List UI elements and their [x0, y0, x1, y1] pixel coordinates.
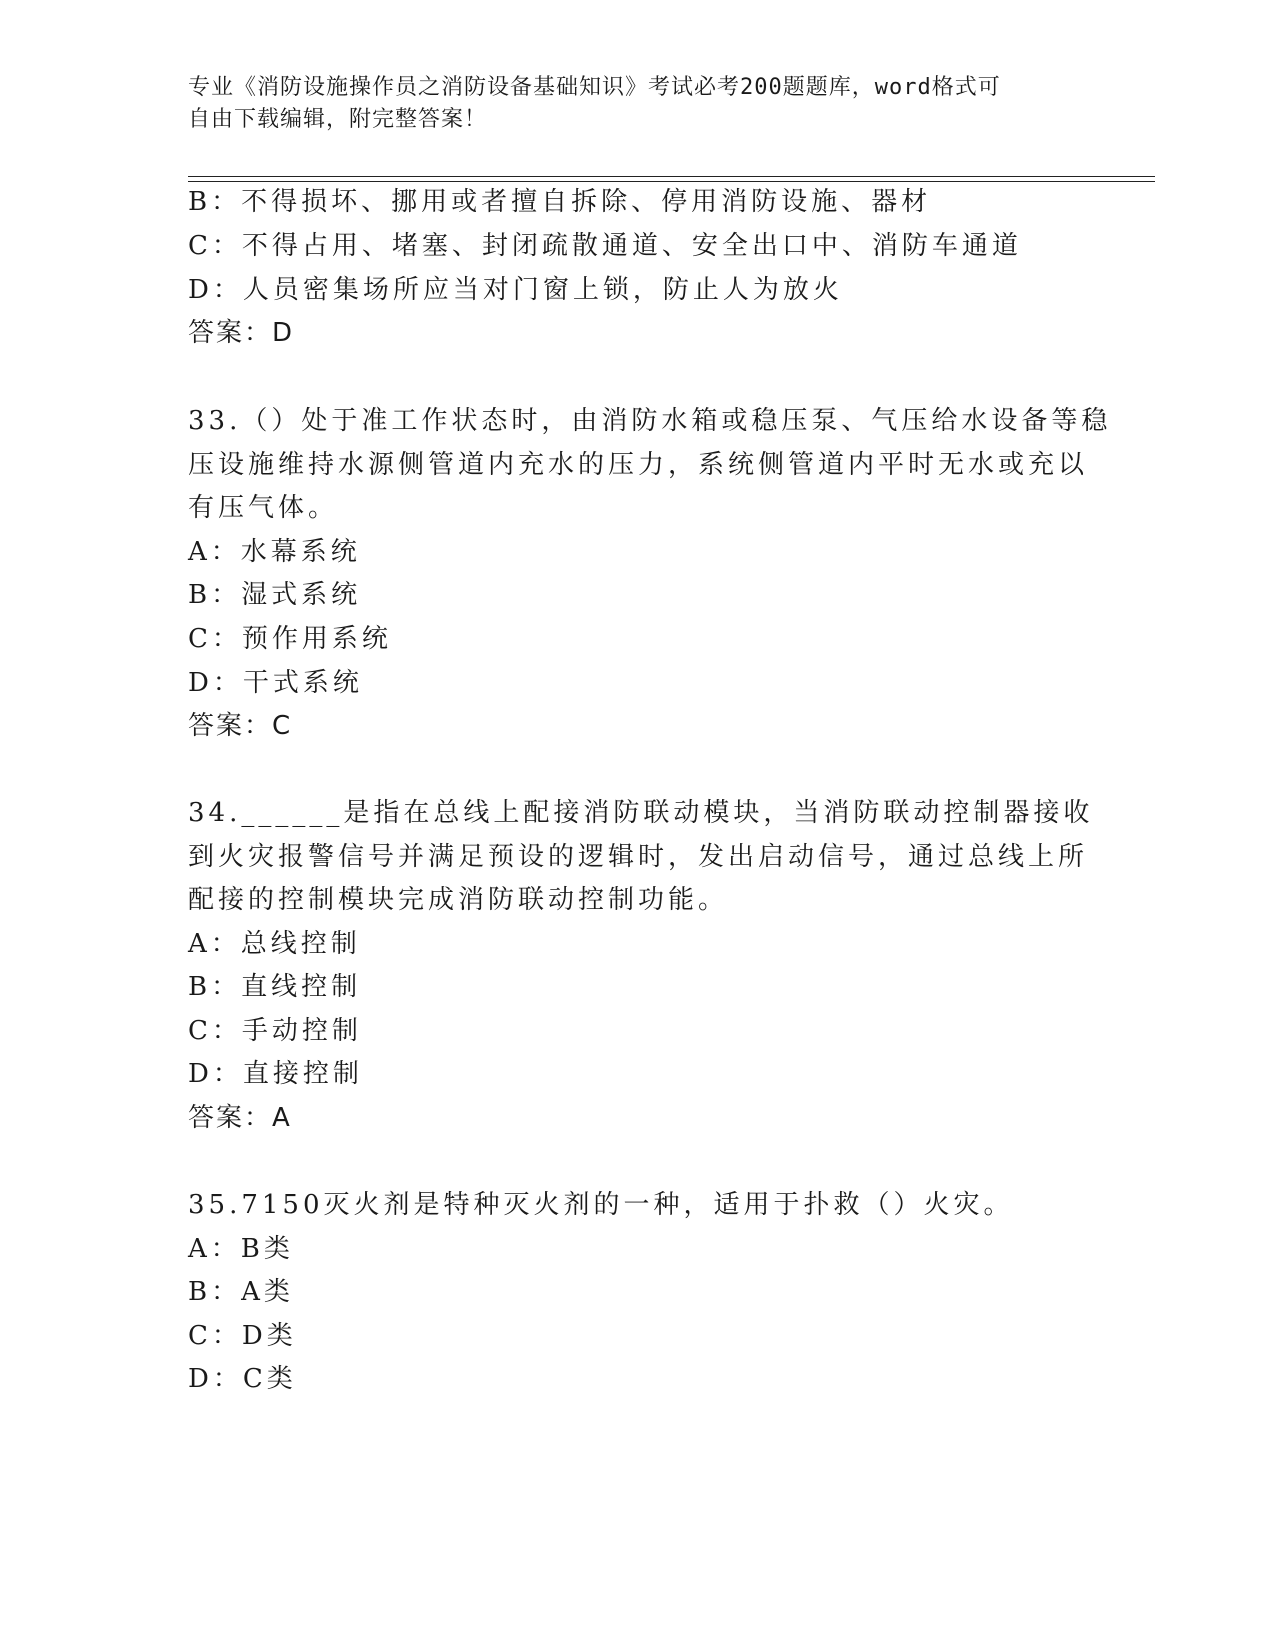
prev-answer: 答案：D [188, 318, 295, 348]
q34-answer: 答案：A [188, 1103, 292, 1133]
q34-option-d: D：直接控制 [188, 1059, 363, 1089]
q35-option-b: B：A类 [188, 1277, 294, 1307]
q33-option-d: D：干式系统 [188, 668, 363, 698]
q33-answer: 答案：C [188, 711, 293, 741]
q34-text-line-3: 配接的控制模块完成消防联动控制功能。 [188, 885, 729, 915]
q34-text-line-1: 34.______是指在总线上配接消防联动模块，当消防联动控制器接收 [188, 798, 1094, 828]
header-rule-bottom [188, 181, 1155, 182]
q33-text-line-2: 压设施维持水源侧管道内充水的压力，系统侧管道内平时无水或充以 [188, 450, 1089, 480]
document-header [188, 72, 1088, 136]
header-line-1: 专业《消防设施操作员之消防设备基础知识》考试必考200题题库，word格式可 [188, 75, 1001, 100]
q33-option-c: C：预作用系统 [188, 624, 392, 654]
q35-option-a: A：B类 [188, 1234, 294, 1264]
prev-option-c: C：不得占用、堵塞、封闭疏散通道、安全出口中、消防车通道 [188, 231, 1022, 261]
q33-text-line-1: 33.（）处于准工作状态时，由消防水箱或稳压泵、气压给水设备等稳 [188, 406, 1112, 436]
q35-text-line-1: 35.7150灭火剂是特种灭火剂的一种，适用于扑救（）火灾。 [188, 1190, 1014, 1220]
prev-option-d: D：人员密集场所应当对门窗上锁，防止人为放火 [188, 275, 843, 305]
q34-option-b: B：直线控制 [188, 972, 362, 1002]
header-line-2: 自由下载编辑，附完整答案！ [188, 107, 488, 132]
q33-text-line-3: 有压气体。 [188, 493, 339, 523]
prev-option-b: B：不得损坏、挪用或者擅自拆除、停用消防设施、器材 [188, 187, 932, 217]
q34-option-a: A：总线控制 [188, 929, 361, 959]
q34-text-line-2: 到火灾报警信号并满足预设的逻辑时，发出启动信号，通过总线上所 [188, 842, 1089, 872]
q33-option-b: B：湿式系统 [188, 580, 362, 610]
q35-option-d: D：C类 [188, 1364, 297, 1394]
header-rule-top [188, 176, 1155, 177]
q34-option-c: C：手动控制 [188, 1016, 362, 1046]
q33-option-a: A：水幕系统 [188, 537, 361, 567]
q35-option-c: C：D类 [188, 1321, 297, 1351]
